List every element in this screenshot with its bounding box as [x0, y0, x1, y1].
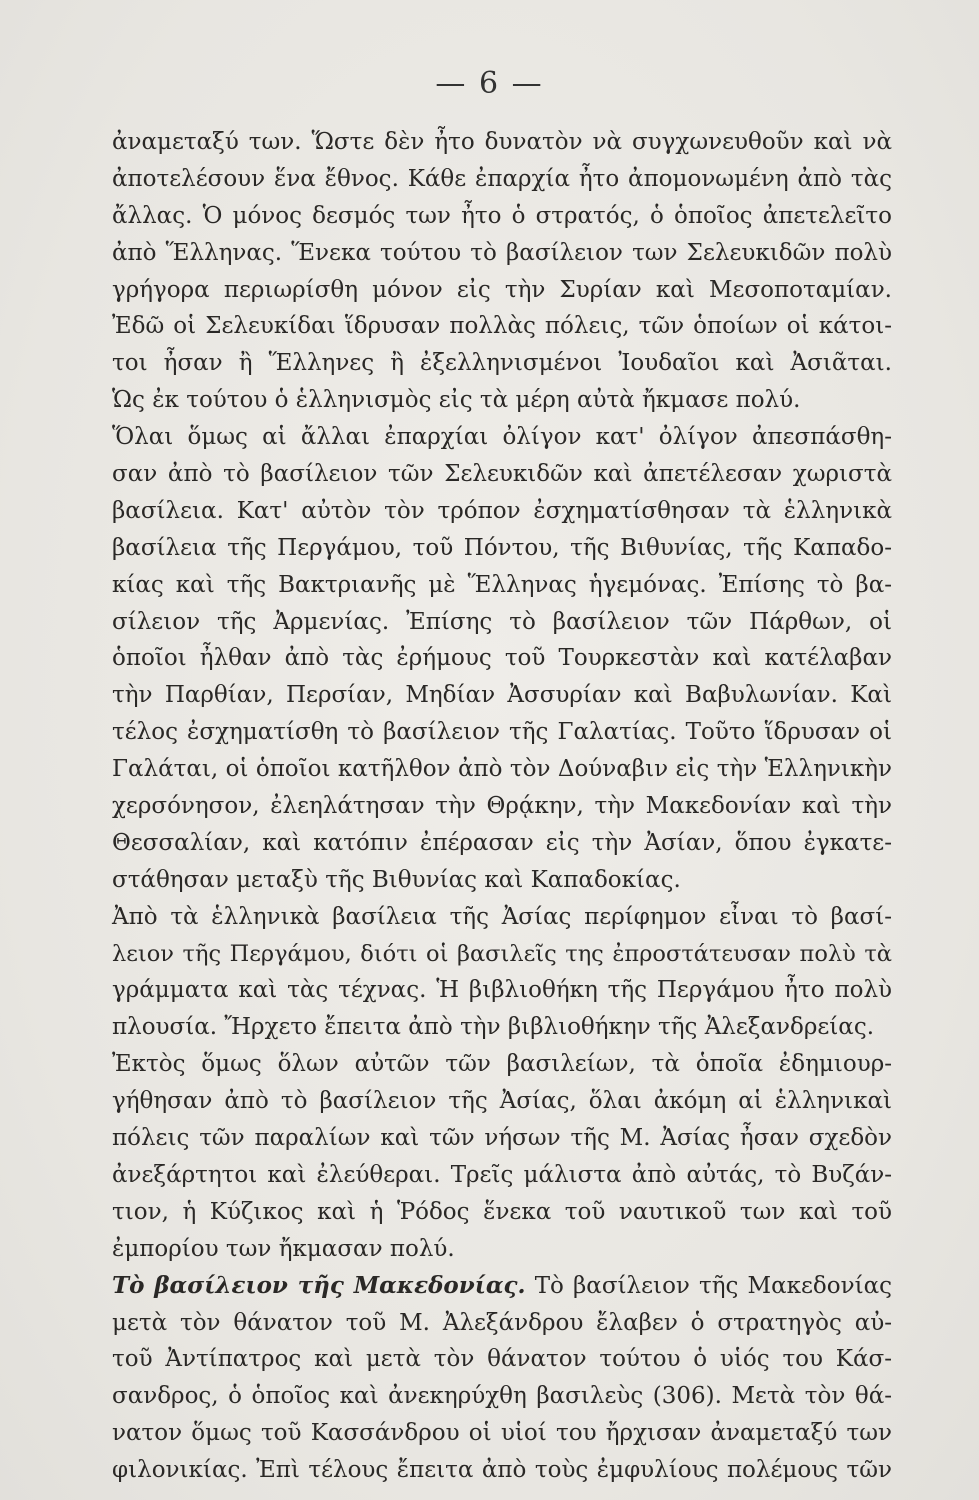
- text-line-21: στάθησαν μεταξὺ τῆς Βιθυνίας καὶ Καπαδοκίας.: [112, 866, 681, 893]
- text-line-30: τιον, ἡ Κύζικος καὶ ἡ Ῥόδος ἕνεκα τοῦ ναυτικοῦ των καὶ τοῦ: [112, 1198, 892, 1225]
- text-line-1: ἀναμεταξύ των. Ὥστε δὲν ἦτο δυνατὸν νὰ συγχωνευθοῦν καὶ νὰ: [112, 129, 892, 155]
- text-line-18: Γαλάται, οἱ ὁποῖοι κατῆλθον ἀπὸ τὸν Δούναβιν εἰς τὴν Ἑλληνικὴν: [112, 756, 892, 783]
- text-line-20: Θεσσαλίαν, καὶ κατόπιν ἐπέρασαν εἰς τὴν Ἀσίαν, ὅπου ἐγκατε-: [112, 829, 892, 856]
- text-line-2: ἀποτελέσουν ἕνα ἔθνος. Κάθε ἐπαρχία ἦτο ἀπομονωμένη ἀπὸ τὰς: [112, 165, 892, 192]
- text-line-37: φιλονικίας. Ἐπὶ τέλους ἔπειτα ἀπὸ τοὺς ἐμφυλίους πολέμους τῶν: [112, 1457, 892, 1484]
- body-text: [112, 124, 892, 1489]
- text-line-16: τὴν Παρθίαν, Περσίαν, Μηδίαν Ἀσσυρίαν καὶ Βαβυλωνίαν. Καὶ: [112, 682, 892, 709]
- text-line-29: ἀνεξάρτητοι καὶ ἐλεύθεραι. Τρεῖς μάλιστα ἀπὸ αὐτάς, τὸ Βυζάν-: [112, 1161, 892, 1188]
- section-line: [112, 1268, 892, 1305]
- text-line-15: ὁποῖοι ἦλθαν ἀπὸ τὰς ἐρήμους τοῦ Τουρκεστὰν καὶ κατέλαβαν: [112, 645, 892, 672]
- text-line-12: βασίλεια τῆς Περγάμου, τοῦ Πόντου, τῆς Βιθυνίας, τῆς Καπαδο-: [112, 534, 892, 561]
- text-line-17: τέλος ἐσχηματίσθη τὸ βασίλειον τῆς Γαλατίας. Τοῦτο ἵδρυσαν οἱ: [112, 719, 892, 746]
- text-line-27: γήθησαν ἀπὸ τὸ βασίλειον τῆς Ἀσίας, ὅλαι ἀκόμη αἱ ἑλληνικαὶ: [112, 1088, 892, 1115]
- text-line-13: κίας καὶ τῆς Βακτριανῆς μὲ Ἕλληνας ἡγεμόνας. Ἐπίσης τὸ βα-: [112, 571, 892, 598]
- text-line-10: σαν ἀπὸ τὸ βασίλειον τῶν Σελευκιδῶν καὶ ἀπετέλεσαν χωριστὰ: [112, 461, 892, 488]
- text-line-5: γρήγορα περιωρίσθη μόνον εἰς τὴν Συρίαν καὶ Μεσοποταμίαν.: [112, 276, 892, 303]
- text-line-34: τοῦ Ἀντίπατρος καὶ μετὰ τὸν θάνατον τούτου ὁ υἱός του Κάσ-: [112, 1346, 892, 1373]
- text-line-3: ἄλλας. Ὁ μόνος δεσμός των ἦτο ὁ στρατός, ὁ ὁποῖος ἀπετελεῖτο: [112, 202, 892, 229]
- text-line-22: Ἀπὸ τὰ ἑλληνικὰ βασίλεια τῆς Ἀσίας περίφημον εἶναι τὸ βασί-: [112, 903, 892, 930]
- text-line-28: πόλεις τῶν παραλίων καὶ τῶν νήσων τῆς Μ. Ἀσίας ἦσαν σχεδὸν: [112, 1125, 892, 1152]
- text-line-4: ἀπὸ Ἕλληνας. Ἕνεκα τούτου τὸ βασίλειον των Σελευκιδῶν πολὺ: [112, 239, 892, 266]
- text-line-14: σίλειον τῆς Ἀρμενίας. Ἐπίσης τὸ βασίλειον τῶν Πάρθων, οἱ: [112, 608, 892, 635]
- text-line-9: Ὅλαι ὅμως αἱ ἄλλαι ἐπαρχίαι ὀλίγον κατ' ὀλίγον ἀπεσπάσθη-: [112, 424, 892, 451]
- section-heading: Τὸ βασίλειον τῆς Μακεδονίας.: [112, 1271, 526, 1299]
- text-line-23: λειον τῆς Περγάμου, διότι οἱ βασιλεῖς της ἐπροστάτευσαν πολὺ τὰ: [112, 940, 892, 967]
- text-line-7: τοι ἦσαν ἢ Ἕλληνες ἢ ἐξελληνισμένοι Ἰουδαῖοι καὶ Ἀσιᾶται.: [112, 350, 892, 377]
- text-line-25: πλουσία. Ἤρχετο ἔπειτα ἀπὸ τὴν βιβλιοθήκην τῆς Ἀλεξανδρείας.: [112, 1014, 875, 1041]
- text-line-33: μετὰ τὸν θάνατον τοῦ Μ. Ἀλεξάνδρου ἔλαβεν ὁ στρατηγὸς αὐ-: [112, 1309, 892, 1336]
- section-heading-text: Τὸ βασίλειον τῆς Μακεδονίας: [525, 1272, 893, 1299]
- text-line-35: σανδρος, ὁ ὁποῖος καὶ ἀνεκηρύχθη βασιλεὺς (306). Μετὰ τὸν θά-: [112, 1383, 892, 1410]
- text-line-6: Ἐδῶ οἱ Σελευκίδαι ἵδρυσαν πολλὰς πόλεις, τῶν ὁποίων οἱ κάτοι-: [112, 313, 892, 340]
- text-line-26: Ἐκτὸς ὅμως ὅλων αὐτῶν τῶν βασιλείων, τὰ ὁποῖα ἐδημιουρ-: [112, 1051, 892, 1078]
- text-line-31: ἐμπορίου των ἤκμασαν πολύ.: [112, 1235, 455, 1262]
- text-line-36: νατον ὅμως τοῦ Κασσάνδρου οἱ υἱοί του ἤρχισαν ἀναμεταξύ των: [112, 1420, 892, 1447]
- text-line-8: Ὡς ἐκ τούτου ὁ ἑλληνισμὸς εἰς τὰ μέρη αὐτὰ ἤκμασε πολύ.: [112, 387, 801, 414]
- text-line-24: γράμματα καὶ τὰς τέχνας. Ἡ βιβλιοθήκη τῆς Περγάμου ἦτο πολὺ: [112, 977, 892, 1004]
- text-line-19: χερσόνησον, ἐλεηλάτησαν τὴν Θρᾴκην, τὴν Μακεδονίαν καὶ τὴν: [112, 793, 892, 820]
- text-line-11: βασίλεια. Κατ' αὐτὸν τὸν τρόπον ἐσχηματίσθησαν τὰ ἑλληνικὰ: [112, 497, 892, 524]
- page-number: — 6 —: [435, 66, 544, 101]
